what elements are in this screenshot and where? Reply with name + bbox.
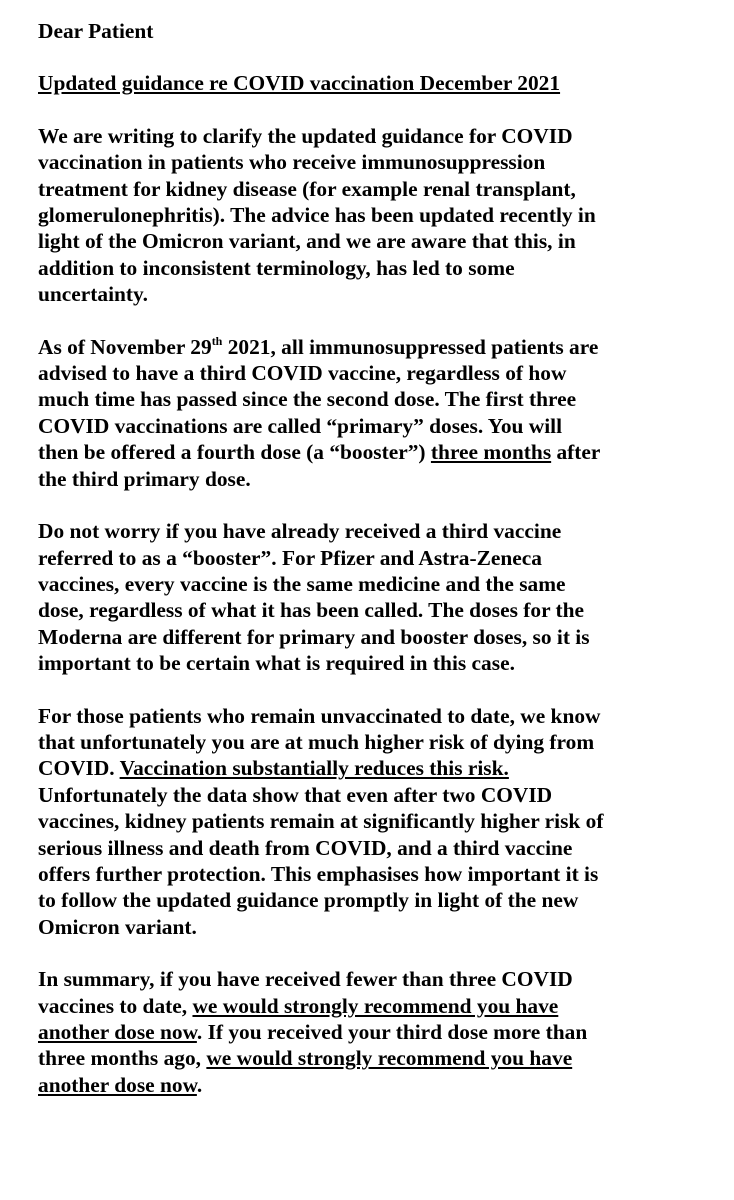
paragraph-4 <box>38 703 702 941</box>
recommendation-emphasis: we would strongly recommend you have <box>192 993 559 1018</box>
p1-line: uncertainty. <box>38 282 148 307</box>
paragraph-3 <box>38 518 702 676</box>
salutation: Dear Patient <box>38 19 154 43</box>
p1-line: glomerulonephritis). The advice has been updated recently in <box>38 203 596 228</box>
p5-text: . If you received your third dose more than <box>196 1020 588 1044</box>
p2-booster-after: after <box>551 440 601 465</box>
risk-reduction-emphasis: Vaccination substantially reduces this risk. <box>119 756 509 781</box>
p2-line <box>38 334 702 360</box>
p5-line <box>38 1019 702 1045</box>
p2-booster-text: then be offered a fourth dose (a “booster”) <box>38 440 431 465</box>
p5-text: vaccines to date, <box>38 993 193 1018</box>
p5-line <box>38 1045 702 1071</box>
p5-line <box>38 1072 702 1098</box>
p1-line: treatment for kidney disease (for example renal transplant, <box>38 176 576 201</box>
p4-line: vaccines, kidney patients remain at significantly higher risk of <box>38 809 604 834</box>
p4-line: Omicron variant. <box>38 914 197 939</box>
p4-line: serious illness and death from COVID, and a third vaccine <box>38 835 573 860</box>
p1-line: vaccination in patients who receive immunosuppression <box>38 150 546 175</box>
p1-line: We are writing to clarify the updated guidance for COVID <box>38 123 573 148</box>
paragraph-5-summary <box>38 966 702 1098</box>
recommendation-emphasis: we would strongly recommend you have <box>206 1046 573 1071</box>
p3-line: Do not worry if you have already received a third vaccine <box>38 519 562 544</box>
p4-line: For those patients who remain unvaccinated to date, we know <box>38 703 601 728</box>
letter-heading: Updated guidance re COVID vaccination December 2021 <box>38 71 561 96</box>
p4-covid-text: COVID. <box>38 756 120 781</box>
p4-line: Unfortunately the data show that even after two COVID <box>38 782 553 807</box>
p2-date-text: As of November 29 <box>38 334 212 359</box>
recommendation-emphasis: another dose now <box>38 1020 197 1044</box>
date-ordinal-suffix: th <box>211 333 223 348</box>
paragraph-2 <box>38 334 702 492</box>
p3-line: Moderna are different for primary and booster doses, so it is <box>38 624 590 649</box>
p5-text: . <box>196 1072 203 1097</box>
p4-line: offers further protection. This emphasises how important it is <box>38 861 599 886</box>
p2-line: the third primary dose. <box>38 466 251 491</box>
p1-line: addition to inconsistent terminology, has led to some <box>38 255 515 280</box>
p3-line: important to be certain what is required in this case. <box>38 651 515 676</box>
p5-line <box>38 993 702 1019</box>
paragraph-1 <box>38 123 702 308</box>
p3-line: dose, regardless of what it has been called. The doses for the <box>38 598 585 623</box>
p5-text: three months ago, <box>38 1046 207 1071</box>
p2-line: advised to have a third COVID vaccine, regardless of how <box>38 361 567 386</box>
p2-date-rest: 2021, all immunosuppressed patients are <box>222 334 599 359</box>
recommendation-emphasis: another dose now <box>38 1072 197 1097</box>
p4-line: to follow the updated guidance promptly in light of the new <box>38 888 579 913</box>
p1-line: light of the Omicron variant, and we are aware that this, in <box>38 229 576 254</box>
p2-line: much time has passed since the second dose. The first three <box>38 387 577 412</box>
p2-line: COVID vaccinations are called “primary” doses. You will <box>38 413 563 438</box>
p4-line: that unfortunately you are at much higher risk of dying from <box>38 729 595 754</box>
p2-line <box>38 439 702 465</box>
p4-line <box>38 755 702 781</box>
p5-line: In summary, if you have received fewer than three COVID <box>38 967 573 992</box>
p3-line: referred to as a “booster”. For Pfizer and Astra-Zeneca <box>38 545 542 570</box>
three-months-emphasis: three months <box>430 440 552 465</box>
p3-line: vaccines, every vaccine is the same medicine and the same <box>38 571 566 596</box>
